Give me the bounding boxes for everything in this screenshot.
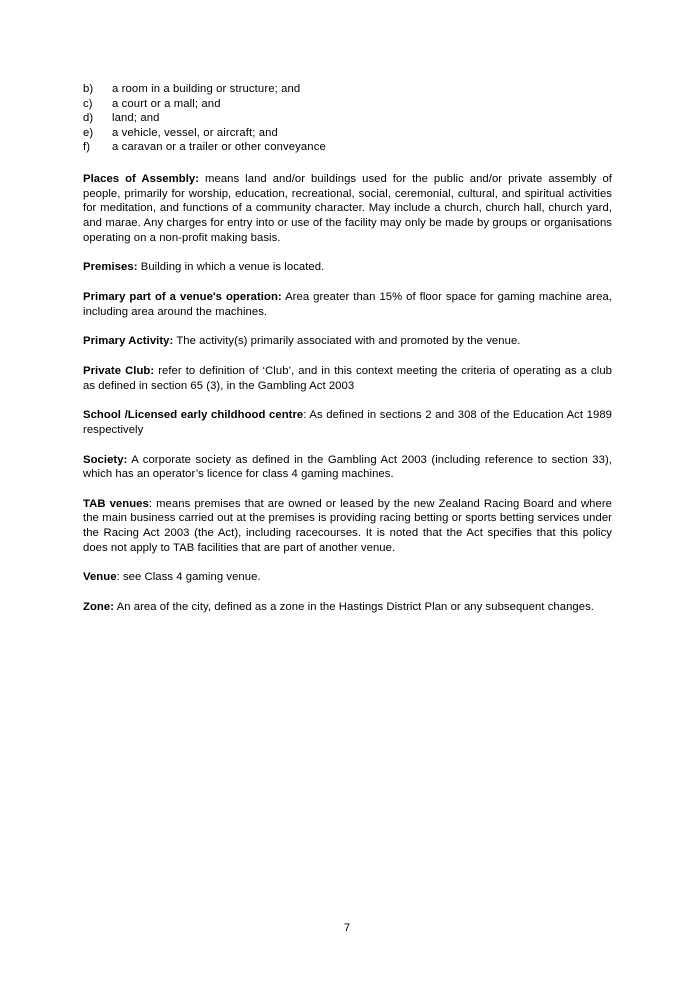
definition-school-licensed-early-childhood-centre — [83, 408, 612, 437]
list-item-text: a court or a mall; and — [112, 97, 221, 110]
page-content — [83, 82, 612, 615]
definition-society — [83, 453, 612, 482]
list-item-marker: c) — [83, 97, 93, 110]
list-item-text: land; and — [112, 112, 160, 125]
definition-term: Private Club: — [83, 364, 155, 377]
definition-body: The activity(s) primarily associated with and promoted by the venue. — [173, 335, 521, 348]
list-item-marker: f) — [83, 141, 91, 154]
definition-term: Primary part of a venue's operation: — [83, 290, 282, 303]
definition-zone — [83, 600, 612, 615]
definition-body: refer to definition of ‘Club’, and in this context meeting the criteria of operating as a club as defined in section 65 (3), in the Gambling Act 2003 — [83, 364, 612, 392]
definition-body: means land and/or buildings used for the public and/or private assembly of people, primarily for worship, education, recreational, social, ceremonial, cultural, and spiritual activities for meditation, and functions of a community character. May include a church, church hall, church yard, and marae. Any charges for entry into or use of the facility may only be made by groups or organisations operating on a non-profit making basis. — [83, 172, 612, 244]
definition-body: Area greater than 15% of floor space for gaming machine area, including area around the machines. — [83, 290, 613, 318]
definition-body: An area of the city, defined as a zone in the Hastings District Plan or any subsequent changes. — [114, 601, 594, 614]
definition-tab-venues — [83, 497, 612, 556]
list-item-marker: d) — [83, 112, 94, 125]
list-item — [83, 82, 612, 97]
list-item-marker: b) — [83, 83, 94, 95]
lettered-list — [83, 82, 612, 155]
definition-term: Zone: — [83, 601, 115, 614]
definition-venue — [83, 570, 612, 585]
definition-term: Primary Activity: — [83, 335, 174, 348]
definition-primary-activity — [83, 334, 612, 349]
page-number: 7 — [343, 922, 351, 934]
list-item — [83, 140, 612, 155]
definition-body: : see Class 4 gaming venue. — [116, 571, 261, 584]
definition-term: Venue — [83, 571, 117, 584]
definition-term: School /Licensed early childhood centre — [83, 409, 304, 422]
list-item — [83, 97, 612, 112]
list-item — [83, 126, 612, 141]
list-item-marker: e) — [83, 126, 94, 139]
list-item-text: a caravan or a trailer or other conveyance — [112, 141, 326, 154]
definition-places-of-assembly — [83, 172, 612, 245]
definition-term: Society: — [83, 453, 128, 466]
definition-primary-part-of-venue-operation — [83, 290, 612, 319]
definition-term: TAB venues — [83, 497, 149, 510]
definition-premises — [83, 260, 612, 275]
list-item-text: a vehicle, vessel, or aircraft; and — [112, 126, 278, 139]
definition-body: : means premises that are owned or leased by the new Zealand Racing Board and where the main business carried out at the premises is providing racing betting or sports betting services under the Racing Act 2003 (the Act), including racecourses. It is noted that the Act specifies that this policy does not apply to TAB facilities that are part of another venue. — [83, 497, 613, 554]
definition-body: Building in which a venue is located. — [137, 261, 325, 274]
definition-term: Places of Assembly: — [83, 172, 200, 185]
list-item — [83, 111, 612, 126]
definition-private-club — [83, 364, 612, 393]
definition-body: A corporate society as defined in the Gambling Act 2003 (including reference to section 33), which has an operator’s licence for class 4 gaming machines. — [83, 453, 612, 481]
list-item-text: a room in a building or structure; and — [112, 83, 301, 95]
definition-term: Premises: — [83, 261, 138, 274]
definition-body: : As defined in sections 2 and 308 of the Education Act 1989 respectively — [83, 409, 612, 436]
